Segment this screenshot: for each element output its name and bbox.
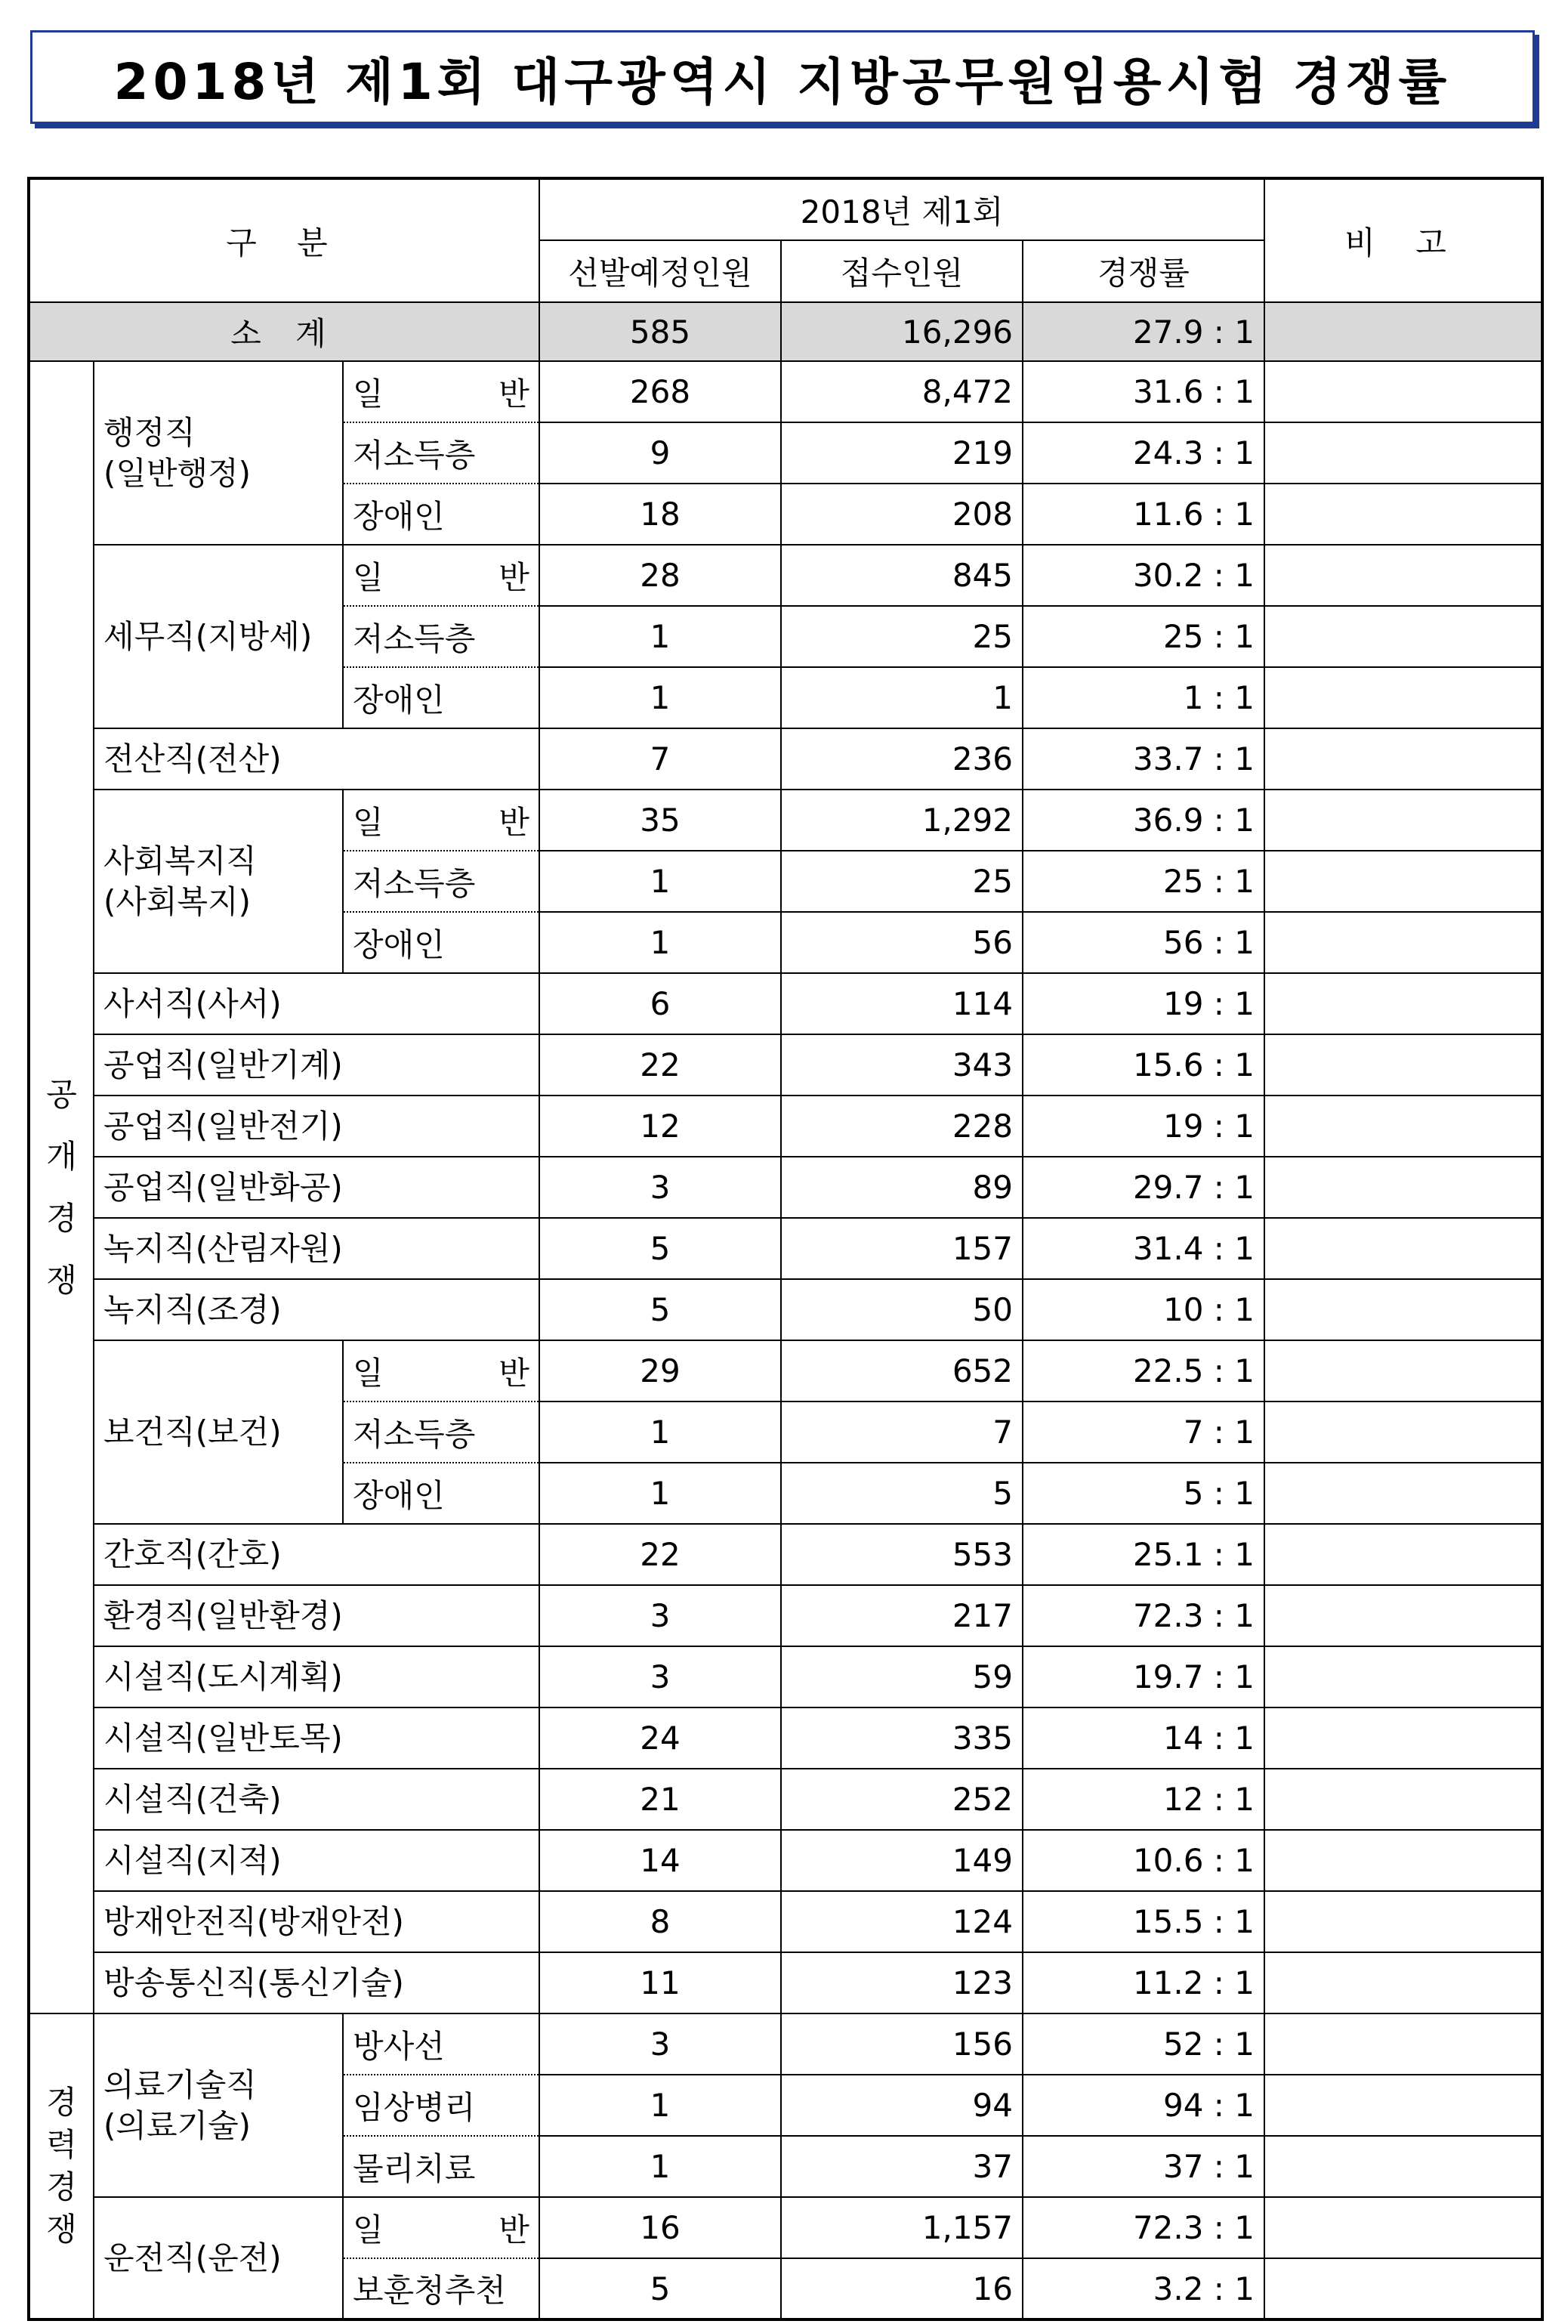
ratio-cell: 5 : 1 — [1023, 1463, 1264, 1524]
subcategory-cell: 임상병리 — [343, 2075, 539, 2136]
applicants-cell: 236 — [781, 728, 1023, 790]
category-cell: 의료기술직 (의료기술) — [94, 2013, 343, 2197]
subcategory-cell: 물리치료 — [343, 2136, 539, 2197]
ratio-cell: 25 : 1 — [1023, 851, 1264, 912]
table-body — [29, 178, 1542, 2319]
subcategory-cell: 일 반 — [343, 361, 539, 422]
category-cell: 공업직(일반전기) — [94, 1096, 539, 1157]
table-row — [29, 728, 1542, 790]
planned-cell: 8 — [539, 1891, 781, 1952]
applicants-cell: 149 — [781, 1830, 1023, 1891]
remarks-cell — [1264, 1830, 1542, 1891]
header-category: 구 분 — [29, 178, 539, 302]
table-row — [29, 2197, 1542, 2258]
applicants-cell: 56 — [781, 912, 1023, 973]
subcategory-cell: 일 반 — [343, 790, 539, 851]
applicants-cell: 335 — [781, 1707, 1023, 1769]
total-applicants: 16,296 — [781, 302, 1023, 361]
total-label: 소 계 — [29, 302, 539, 361]
applicants-cell: 8,472 — [781, 361, 1023, 422]
total-remarks — [1264, 302, 1542, 361]
table-row — [29, 545, 1542, 606]
category-cell: 전산직(전산) — [94, 728, 539, 790]
ratio-cell: 12 : 1 — [1023, 1769, 1264, 1830]
category-cell: 공업직(일반화공) — [94, 1157, 539, 1218]
planned-cell: 24 — [539, 1707, 781, 1769]
planned-cell: 22 — [539, 1524, 781, 1585]
category-cell: 행정직 (일반행정) — [94, 361, 343, 545]
category-cell: 간호직(간호) — [94, 1524, 539, 1585]
planned-cell: 3 — [539, 2013, 781, 2075]
ratio-cell: 22.5 : 1 — [1023, 1340, 1264, 1402]
ratio-cell: 3.2 : 1 — [1023, 2258, 1264, 2319]
table-row — [29, 1279, 1542, 1340]
planned-cell: 12 — [539, 1096, 781, 1157]
applicants-cell: 1,292 — [781, 790, 1023, 851]
remarks-cell — [1264, 1646, 1542, 1707]
category-cell: 녹지직(산림자원) — [94, 1218, 539, 1279]
header-planned: 선발예정인원 — [539, 240, 781, 302]
category-cell: 녹지직(조경) — [94, 1279, 539, 1340]
applicants-cell: 50 — [781, 1279, 1023, 1340]
applicants-cell: 124 — [781, 1891, 1023, 1952]
remarks-cell — [1264, 606, 1542, 667]
competition-table — [27, 177, 1544, 2321]
subcategory-cell: 보훈청추천 — [343, 2258, 539, 2319]
subcategory-cell: 방사선 — [343, 2013, 539, 2075]
applicants-cell: 156 — [781, 2013, 1023, 2075]
ratio-cell: 14 : 1 — [1023, 1707, 1264, 1769]
applicants-cell: 7 — [781, 1402, 1023, 1463]
subcategory-cell: 장애인 — [343, 1463, 539, 1524]
applicants-cell: 16 — [781, 2258, 1023, 2319]
remarks-cell — [1264, 790, 1542, 851]
ratio-cell: 19 : 1 — [1023, 973, 1264, 1034]
planned-cell: 1 — [539, 1402, 781, 1463]
category-cell: 세무직(지방세) — [94, 545, 343, 728]
remarks-cell — [1264, 1585, 1542, 1646]
applicants-cell: 1 — [781, 667, 1023, 728]
planned-cell: 3 — [539, 1646, 781, 1707]
ratio-cell: 94 : 1 — [1023, 2075, 1264, 2136]
remarks-cell — [1264, 2075, 1542, 2136]
remarks-cell — [1264, 2013, 1542, 2075]
remarks-cell — [1264, 1769, 1542, 1830]
applicants-cell: 25 — [781, 606, 1023, 667]
planned-cell: 5 — [539, 1279, 781, 1340]
category-cell: 시설직(지적) — [94, 1830, 539, 1891]
ratio-cell: 72.3 : 1 — [1023, 1585, 1264, 1646]
remarks-cell — [1264, 728, 1542, 790]
table-row — [29, 1218, 1542, 1279]
category-cell: 방재안전직(방재안전) — [94, 1891, 539, 1952]
remarks-cell — [1264, 484, 1542, 545]
header-period: 2018년 제1회 — [539, 178, 1264, 240]
category-cell: 시설직(도시계획) — [94, 1646, 539, 1707]
applicants-cell: 217 — [781, 1585, 1023, 1646]
category-cell: 운전직(운전) — [94, 2197, 343, 2319]
remarks-cell — [1264, 1218, 1542, 1279]
header-row-1 — [29, 178, 1542, 240]
applicants-cell: 553 — [781, 1524, 1023, 1585]
planned-cell: 35 — [539, 790, 781, 851]
planned-cell: 11 — [539, 1952, 781, 2013]
applicants-cell: 157 — [781, 1218, 1023, 1279]
applicants-cell: 94 — [781, 2075, 1023, 2136]
applicants-cell: 89 — [781, 1157, 1023, 1218]
planned-cell: 1 — [539, 1463, 781, 1524]
ratio-cell: 31.6 : 1 — [1023, 361, 1264, 422]
ratio-cell: 31.4 : 1 — [1023, 1218, 1264, 1279]
remarks-cell — [1264, 2258, 1542, 2319]
group-career-label: 경 력 경 쟁 — [29, 2013, 94, 2319]
table-row — [29, 1769, 1542, 1830]
subcategory-cell: 장애인 — [343, 667, 539, 728]
planned-cell: 7 — [539, 728, 781, 790]
remarks-cell — [1264, 422, 1542, 484]
subcategory-cell: 저소득층 — [343, 851, 539, 912]
remarks-cell — [1264, 1279, 1542, 1340]
planned-cell: 18 — [539, 484, 781, 545]
applicants-cell: 652 — [781, 1340, 1023, 1402]
applicants-cell: 123 — [781, 1952, 1023, 2013]
remarks-cell — [1264, 1402, 1542, 1463]
ratio-cell: 72.3 : 1 — [1023, 2197, 1264, 2258]
ratio-cell: 7 : 1 — [1023, 1402, 1264, 1463]
planned-cell: 1 — [539, 2075, 781, 2136]
planned-cell: 3 — [539, 1585, 781, 1646]
table-row — [29, 1707, 1542, 1769]
remarks-cell — [1264, 1340, 1542, 1402]
planned-cell: 1 — [539, 851, 781, 912]
planned-cell: 29 — [539, 1340, 781, 1402]
remarks-cell — [1264, 1524, 1542, 1585]
planned-cell: 5 — [539, 2258, 781, 2319]
applicants-cell: 59 — [781, 1646, 1023, 1707]
ratio-cell: 24.3 : 1 — [1023, 422, 1264, 484]
planned-cell: 14 — [539, 1830, 781, 1891]
ratio-cell: 15.5 : 1 — [1023, 1891, 1264, 1952]
group-open-label: 공 개 경 쟁 — [29, 361, 94, 2013]
category-cell: 사서직(사서) — [94, 973, 539, 1034]
total-planned: 585 — [539, 302, 781, 361]
title-box — [30, 30, 1535, 124]
remarks-cell — [1264, 851, 1542, 912]
remarks-cell — [1264, 1707, 1542, 1769]
planned-cell: 21 — [539, 1769, 781, 1830]
category-cell: 환경직(일반환경) — [94, 1585, 539, 1646]
remarks-cell — [1264, 1891, 1542, 1952]
subcategory-cell: 장애인 — [343, 484, 539, 545]
header-remarks: 비 고 — [1264, 178, 1542, 302]
category-cell: 시설직(건축) — [94, 1769, 539, 1830]
table-row — [29, 1830, 1542, 1891]
category-cell: 방송통신직(통신기술) — [94, 1952, 539, 2013]
planned-cell: 16 — [539, 2197, 781, 2258]
table-row — [29, 1646, 1542, 1707]
remarks-cell — [1264, 2136, 1542, 2197]
ratio-cell: 1 : 1 — [1023, 667, 1264, 728]
category-cell: 공업직(일반기계) — [94, 1034, 539, 1096]
ratio-cell: 33.7 : 1 — [1023, 728, 1264, 790]
table-row — [29, 1096, 1542, 1157]
table-row — [29, 2013, 1542, 2075]
ratio-cell: 36.9 : 1 — [1023, 790, 1264, 851]
table-row — [29, 1340, 1542, 1402]
subcategory-cell: 저소득층 — [343, 1402, 539, 1463]
remarks-cell — [1264, 2197, 1542, 2258]
table-row — [29, 790, 1542, 851]
ratio-cell: 25 : 1 — [1023, 606, 1264, 667]
applicants-cell: 252 — [781, 1769, 1023, 1830]
applicants-cell: 219 — [781, 422, 1023, 484]
subcategory-cell: 저소득층 — [343, 606, 539, 667]
applicants-cell: 845 — [781, 545, 1023, 606]
applicants-cell: 5 — [781, 1463, 1023, 1524]
planned-cell: 6 — [539, 973, 781, 1034]
table-row — [29, 1524, 1542, 1585]
applicants-cell: 208 — [781, 484, 1023, 545]
table-row — [29, 1952, 1542, 2013]
applicants-cell: 1,157 — [781, 2197, 1023, 2258]
applicants-cell: 25 — [781, 851, 1023, 912]
planned-cell: 268 — [539, 361, 781, 422]
page-title: 2018년 제1회 대구광역시 지방공무원임용시험 경쟁률 — [113, 52, 1452, 111]
table-row — [29, 1034, 1542, 1096]
subcategory-cell: 일 반 — [343, 545, 539, 606]
subcategory-cell: 저소득층 — [343, 422, 539, 484]
category-cell: 사회복지직 (사회복지) — [94, 790, 343, 973]
applicants-cell: 343 — [781, 1034, 1023, 1096]
ratio-cell: 11.2 : 1 — [1023, 1952, 1264, 2013]
table-row — [29, 1891, 1542, 1952]
ratio-cell: 30.2 : 1 — [1023, 545, 1264, 606]
total-ratio: 27.9 : 1 — [1023, 302, 1264, 361]
planned-cell: 3 — [539, 1157, 781, 1218]
subcategory-cell: 일 반 — [343, 1340, 539, 1402]
total-row — [29, 302, 1542, 361]
subcategory-cell: 일 반 — [343, 2197, 539, 2258]
table-row — [29, 973, 1542, 1034]
category-cell: 시설직(일반토목) — [94, 1707, 539, 1769]
remarks-cell — [1264, 1034, 1542, 1096]
ratio-cell: 52 : 1 — [1023, 2013, 1264, 2075]
planned-cell: 28 — [539, 545, 781, 606]
applicants-cell: 37 — [781, 2136, 1023, 2197]
applicants-cell: 114 — [781, 973, 1023, 1034]
remarks-cell — [1264, 361, 1542, 422]
remarks-cell — [1264, 1157, 1542, 1218]
planned-cell: 1 — [539, 606, 781, 667]
applicants-cell: 228 — [781, 1096, 1023, 1157]
ratio-cell: 25.1 : 1 — [1023, 1524, 1264, 1585]
planned-cell: 1 — [539, 2136, 781, 2197]
ratio-cell: 56 : 1 — [1023, 912, 1264, 973]
header-applicants: 접수인원 — [781, 240, 1023, 302]
ratio-cell: 10.6 : 1 — [1023, 1830, 1264, 1891]
header-ratio: 경쟁률 — [1023, 240, 1264, 302]
remarks-cell — [1264, 1096, 1542, 1157]
category-cell: 보건직(보건) — [94, 1340, 343, 1524]
remarks-cell — [1264, 667, 1542, 728]
remarks-cell — [1264, 912, 1542, 973]
ratio-cell: 10 : 1 — [1023, 1279, 1264, 1340]
planned-cell: 1 — [539, 912, 781, 973]
planned-cell: 22 — [539, 1034, 781, 1096]
ratio-cell: 37 : 1 — [1023, 2136, 1264, 2197]
table-row — [29, 1157, 1542, 1218]
subcategory-cell: 장애인 — [343, 912, 539, 973]
ratio-cell: 19 : 1 — [1023, 1096, 1264, 1157]
remarks-cell — [1264, 973, 1542, 1034]
planned-cell: 9 — [539, 422, 781, 484]
table-row — [29, 361, 1542, 422]
planned-cell: 5 — [539, 1218, 781, 1279]
ratio-cell: 11.6 : 1 — [1023, 484, 1264, 545]
ratio-cell: 29.7 : 1 — [1023, 1157, 1264, 1218]
table-row — [29, 1585, 1542, 1646]
remarks-cell — [1264, 1463, 1542, 1524]
remarks-cell — [1264, 545, 1542, 606]
planned-cell: 1 — [539, 667, 781, 728]
ratio-cell: 15.6 : 1 — [1023, 1034, 1264, 1096]
ratio-cell: 19.7 : 1 — [1023, 1646, 1264, 1707]
remarks-cell — [1264, 1952, 1542, 2013]
